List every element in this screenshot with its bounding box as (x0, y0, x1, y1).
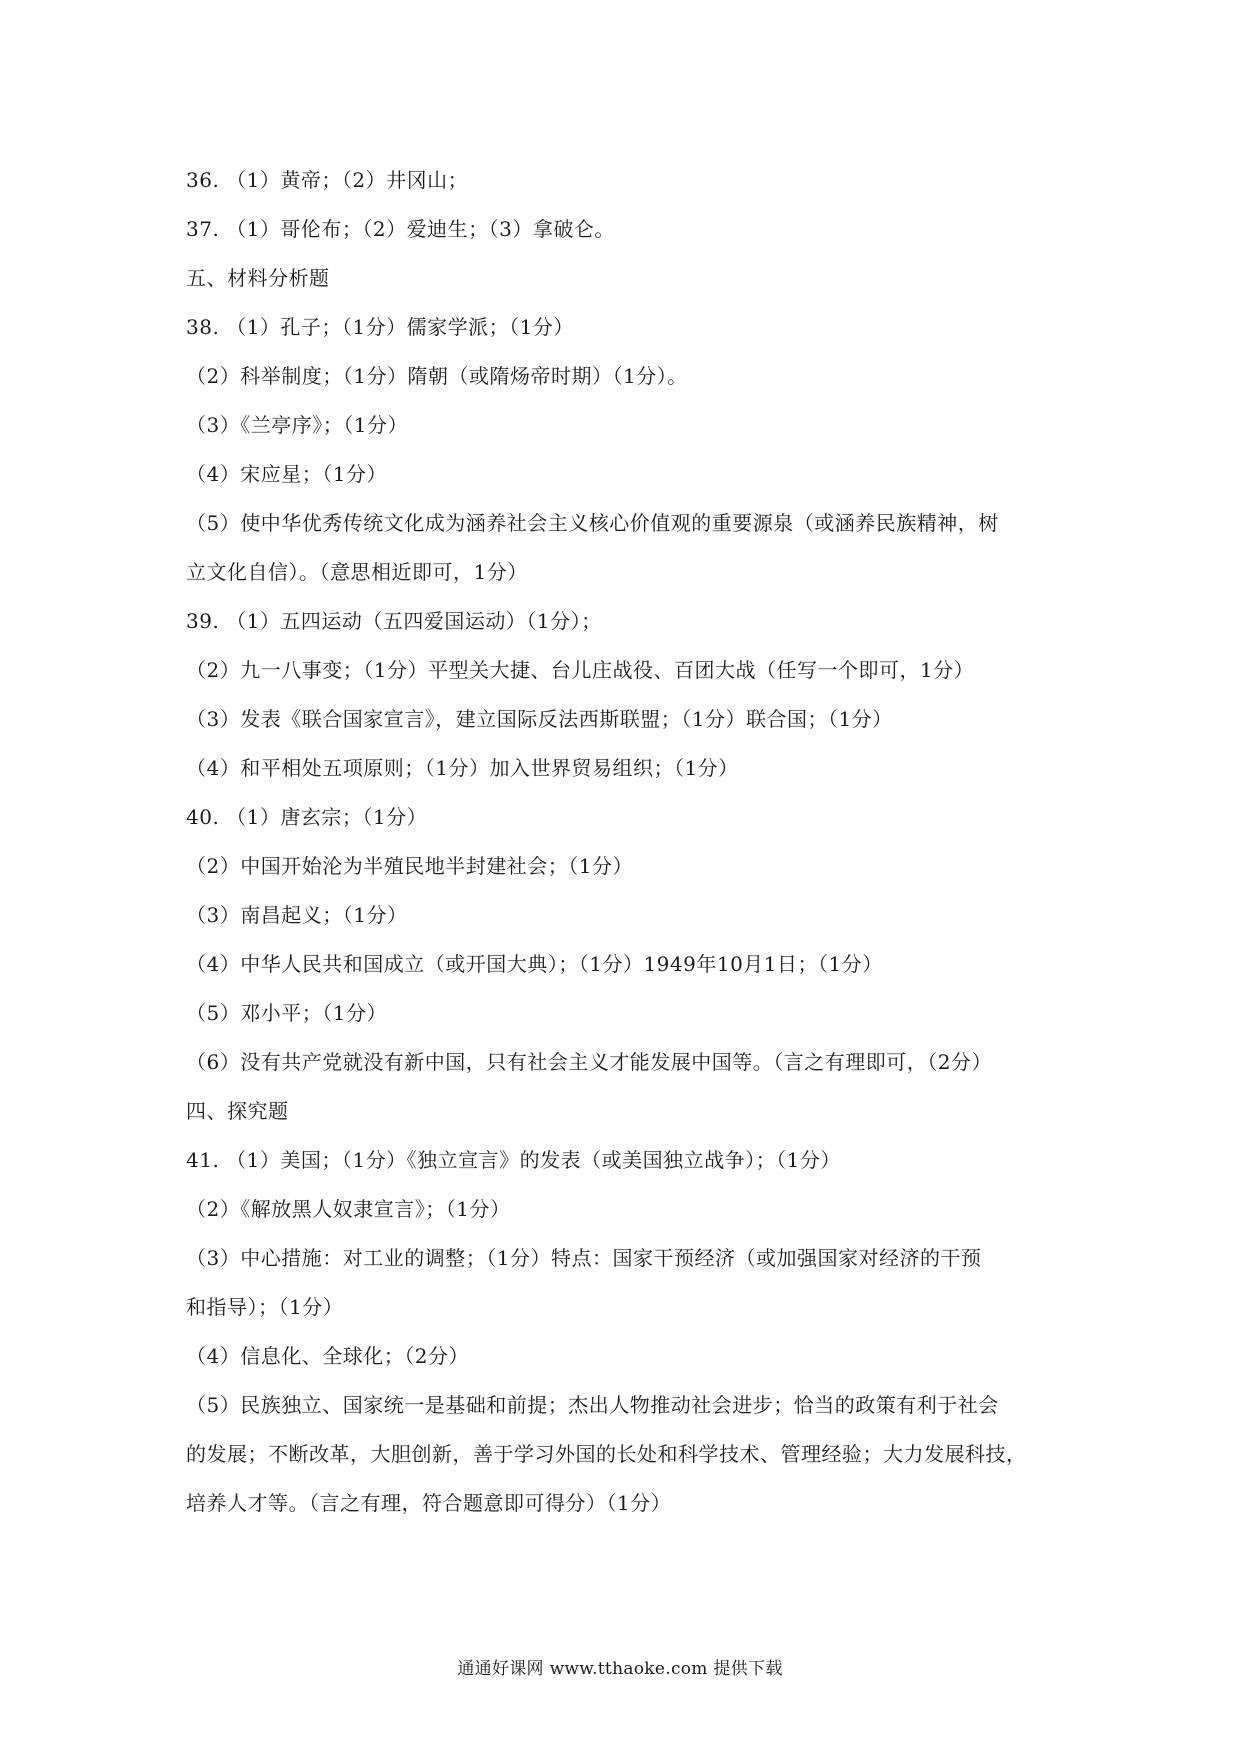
answer-line: （4）信息化、全球化；（2分） (186, 1344, 469, 1368)
answer-line: （3）发表《联合国家宣言》，建立国际反法西斯联盟；（1分）联合国；（1分） (186, 707, 893, 731)
answer-line: （2）中国开始沦为半殖民地半封建社会；（1分） (186, 854, 633, 878)
answer-line: （3）《兰亭序》；（1分） (186, 413, 408, 437)
section-heading: 五、材料分析题 (186, 266, 330, 290)
answer-line: （5）邓小平；（1分） (186, 1001, 387, 1025)
answer-line: 培养人才等。（言之有理，符合题意即可得分）（1分） (186, 1491, 672, 1515)
answer-line: （3）南昌起义；（1分） (186, 903, 408, 927)
answer-line: 37. （1）哥伦布；（2）爱迪生；（3）拿破仑。 (186, 217, 615, 241)
answer-line: 36. （1）黄帝；（2）井冈山； (186, 168, 469, 192)
answer-line: （4）和平相处五项原则；（1分）加入世界贸易组织；（1分） (186, 756, 739, 780)
answer-line: （3）中心措施：对工业的调整；（1分）特点：国家干预经济（或加强国家对经济的干预 (186, 1246, 982, 1270)
answer-line: 40. （1）唐玄宗；（1分） (186, 805, 428, 829)
page-footer: 通通好课网 www.tthaoke.com 提供下载 (457, 1659, 783, 1679)
answer-line: 41. （1）美国；（1分）《独立宣言》的发表（或美国独立战争）；（1分） (186, 1148, 841, 1172)
answer-line: （6）没有共产党就没有新中国，只有社会主义才能发展中国等。（言之有理即可，（2分） (186, 1050, 992, 1074)
answer-line: （4）中华人民共和国成立（或开国大典）；（1分）1949年10月1日；（1分） (186, 952, 883, 976)
answer-line: 和指导）；（1分） (186, 1295, 344, 1319)
answer-line: （2）科举制度；（1分）隋朝（或隋炀帝时期）（1分）。 (186, 364, 688, 388)
answer-line: （5）民族独立、国家统一是基础和前提；杰出人物推动社会进步；恰当的政策有利于社会 (186, 1393, 999, 1417)
answer-line: （5）使中华优秀传统文化成为涵养社会主义核心价值观的重要源泉（或涵养民族精神，树 (186, 511, 999, 535)
answer-line: 38. （1）孔子；（1分）儒家学派；（1分） (186, 315, 574, 339)
section-heading: 四、探究题 (186, 1099, 289, 1123)
answer-line: （2）《解放黑人奴隶宣言》；（1分） (186, 1197, 511, 1221)
answer-line: 立文化自信）。（意思相近即可，1分） (186, 560, 528, 584)
answer-line: （2）九一八事变；（1分）平型关大捷、台儿庄战役、百团大战（任写一个即可，1分） (186, 658, 975, 682)
answer-line: 的发展；不断改革，大胆创新，善于学习外国的长处和科学技术、管理经验；大力发展科技， (186, 1442, 1027, 1466)
answer-key-body (186, 156, 1066, 1528)
answer-line: 39. （1）五四运动（五四爱国运动）（1分）； (186, 609, 602, 633)
answer-line: （4）宋应星；（1分） (186, 462, 387, 486)
